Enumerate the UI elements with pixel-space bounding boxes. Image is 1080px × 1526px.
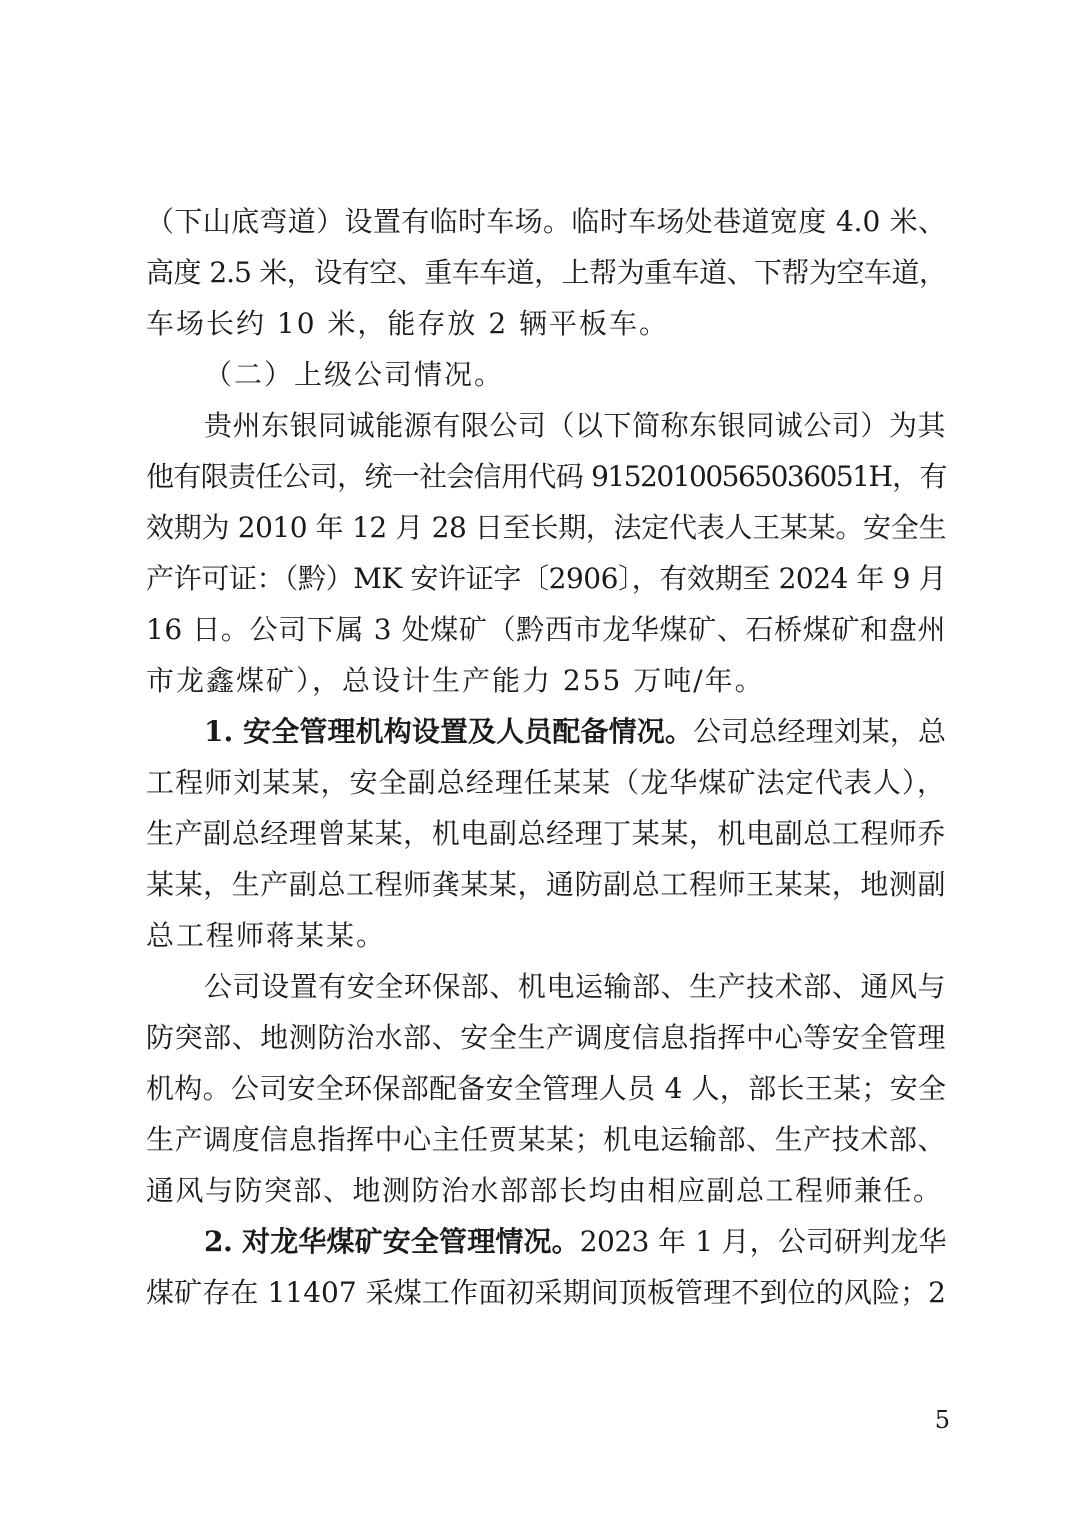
- subheading-1-bold: 1. 安全管理机构设置及人员配备情况。: [204, 715, 694, 748]
- body-line-3: 车场长约 10 米，能存放 2 辆平板车。: [146, 307, 670, 340]
- page-number: 5: [934, 1406, 950, 1434]
- body-line-1: （下山底弯道）设置有临时车场。临时车场处巷道宽度 4.0 米、: [146, 205, 946, 238]
- subheading-1-text: 公司总经理刘某，总: [693, 715, 946, 748]
- section-heading: （二）上级公司情况。: [204, 358, 505, 391]
- subheading-2-bold: 2. 对龙华煤矿安全管理情况。: [204, 1225, 580, 1258]
- body-line-6: 他有限责任公司，统一社会信用代码 91520100565036051H，有: [146, 460, 946, 493]
- subheading-line-1: [204, 707, 946, 757]
- body-line-15: 总工程师蒋某某。: [146, 919, 387, 952]
- body-line-7: 效期为 2010 年 12 月 28 日至长期，法定代表人王某某。安全生: [146, 511, 946, 544]
- body-line-19: 生产调度信息指挥中心主任贾某某；机电运输部、生产技术部、: [146, 1123, 946, 1156]
- body-line-13: 生产副总经理曾某某，机电副总经理丁某某，机电副总工程师乔: [146, 817, 946, 850]
- subheading-line-2: [204, 1217, 946, 1267]
- body-line-18: 机构。公司安全环保部配备安全管理人员 4 人，部长王某；安全: [146, 1072, 946, 1105]
- body-line-20: 通风与防突部、地测防治水部部长均由相应副总工程师兼任。: [146, 1174, 943, 1207]
- body-line-14: 某某，生产副总工程师龚某某，通防副总工程师王某某，地测副: [146, 868, 946, 901]
- body-line-9: 16 日。公司下属 3 处煤矿（黔西市龙华煤矿、石桥煤矿和盘州: [146, 613, 946, 646]
- body-line-16: 公司设置有安全环保部、机电运输部、生产技术部、通风与: [204, 970, 946, 1003]
- body-line-5: 贵州东银同诚能源有限公司（以下简称东银同诚公司）为其: [204, 409, 946, 442]
- body-line-22: 煤矿存在 11407 采煤工作面初采期间顶板管理不到位的风险；2: [146, 1276, 946, 1309]
- body-line-2: 高度 2.5 米，设有空、重车车道，上帮为重车道、下帮为空车道，: [146, 256, 946, 289]
- body-line-8: 产许可证：（黔）MK 安许证字〔2906〕，有效期至 2024 年 9 月: [146, 562, 946, 595]
- body-line-12: 工程师刘某某，安全副总经理任某某（龙华煤矿法定代表人），: [146, 766, 946, 799]
- body-line-17: 防突部、地测防治水部、安全生产调度信息指挥中心等安全管理: [146, 1021, 946, 1054]
- body-line-10: 市龙鑫煤矿），总设计生产能力 255 万吨/年。: [146, 664, 765, 697]
- subheading-2-text: 2023 年 1 月，公司研判龙华: [579, 1225, 946, 1258]
